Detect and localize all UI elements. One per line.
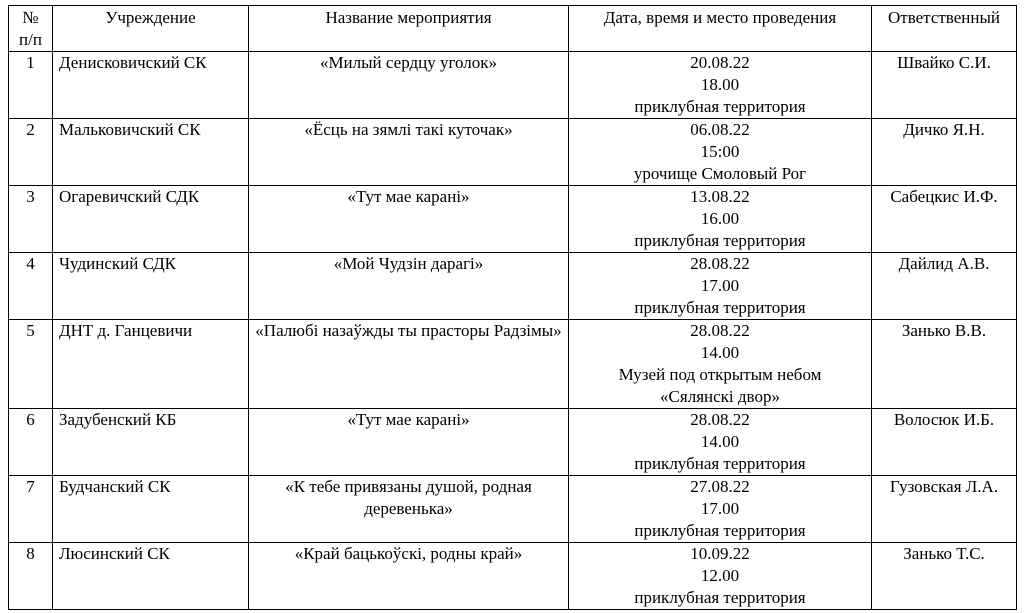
row-when [569,52,872,119]
row-num: 7 [9,476,53,543]
row-date: 20.08.22 [690,53,750,72]
row-when [569,320,872,409]
row-time: 14.00 [700,343,740,362]
row-place: приклубная территория [634,588,806,607]
table-row [9,119,1017,186]
table-row [9,52,1017,119]
header-num-line-2: п/п [19,30,42,49]
row-place: приклубная территория [634,454,806,473]
table-row [9,476,1017,543]
row-when [569,186,872,253]
table-row [9,320,1017,409]
row-num: 1 [9,52,53,119]
row-event: «Тут мае карані» [249,409,569,476]
row-place: урочище Смоловый Рог [633,164,807,183]
table-row [9,253,1017,320]
row-responsible: Волосюк И.Б. [872,409,1017,476]
row-date: 10.09.22 [690,544,750,563]
row-responsible: Занько Т.С. [872,543,1017,610]
row-responsible: Дайлид А.В. [872,253,1017,320]
header-responsible: Ответственный [872,6,1017,52]
row-when [569,253,872,320]
row-when [569,119,872,186]
table-row [9,186,1017,253]
row-event: «Мой Чудзін дарагі» [249,253,569,320]
row-time: 16.00 [700,209,740,228]
row-place: Музей под открытым небом [618,365,822,384]
row-num: 5 [9,320,53,409]
row-event: «Палюбі назаўжды ты прасторы Радзімы» [249,320,569,409]
header-num-line-1: № [22,8,39,27]
row-responsible: Занько В.В. [872,320,1017,409]
row-institution: Денисковичский СК [53,52,249,119]
row-place: приклубная территория [634,521,806,540]
row-date: 27.08.22 [690,477,750,496]
row-responsible: Сабецкис И.Ф. [872,186,1017,253]
row-date: 28.08.22 [690,321,750,340]
row-num: 2 [9,119,53,186]
table-body [9,52,1017,610]
row-institution: ДНТ д. Ганцевичи [53,320,249,409]
row-num: 4 [9,253,53,320]
row-time: 15:00 [700,142,740,161]
row-institution: Будчанский СК [53,476,249,543]
row-event: «Край бацькоўскі, родны край» [249,543,569,610]
row-num: 8 [9,543,53,610]
row-when [569,476,872,543]
row-time: 18.00 [700,75,740,94]
row-time: 17.00 [700,276,740,295]
row-event: «К тебе привязаны душой, родная деревенька» [249,476,569,543]
row-responsible: Дичко Я.Н. [872,119,1017,186]
header-institution: Учреждение [53,6,249,52]
row-event: «Милый сердцу уголок» [249,52,569,119]
row-time: 14.00 [700,432,740,451]
row-when [569,409,872,476]
row-date: 28.08.22 [690,254,750,273]
row-institution: Люсинский СК [53,543,249,610]
table-row [9,409,1017,476]
row-responsible: Швайко С.И. [872,52,1017,119]
row-institution: Задубенский КБ [53,409,249,476]
row-date: 06.08.22 [690,120,750,139]
row-date: 28.08.22 [690,410,750,429]
row-event: «Ёсць на зямлі такі куточак» [249,119,569,186]
row-place: приклубная территория [634,97,806,116]
row-event: «Тут мае карані» [249,186,569,253]
row-institution: Чудинский СДК [53,253,249,320]
row-institution: Мальковичский СК [53,119,249,186]
table-row [9,543,1017,610]
row-date: 13.08.22 [690,187,750,206]
row-place: приклубная территория [634,231,806,250]
row-place-2: «Сялянскі двор» [660,387,780,406]
row-num: 3 [9,186,53,253]
row-responsible: Гузовская Л.А. [872,476,1017,543]
events-table [8,5,1017,610]
row-time: 17.00 [700,499,740,518]
header-num [9,6,53,52]
row-institution: Огаревичский СДК [53,186,249,253]
header-when: Дата, время и место проведения [569,6,872,52]
header-event: Название мероприятия [249,6,569,52]
header-row [9,6,1017,52]
row-when [569,543,872,610]
row-num: 6 [9,409,53,476]
row-time: 12.00 [700,566,740,585]
row-place: приклубная территория [634,298,806,317]
